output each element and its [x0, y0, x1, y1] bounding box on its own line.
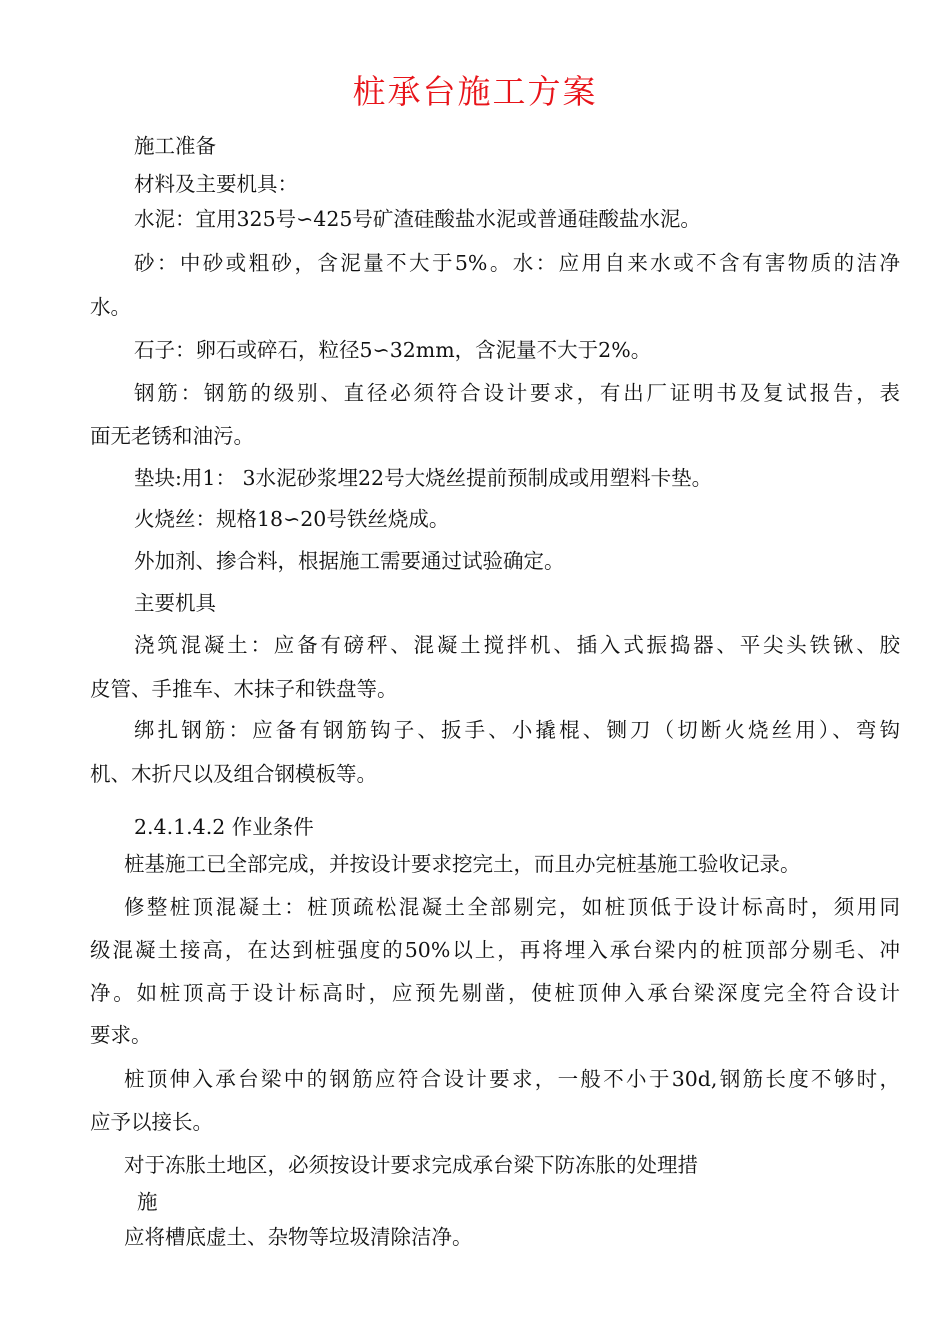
text-line: 净。如桩顶高于设计标高时，应预先剔凿，使桩顶伸入承台梁深度完全符合设计 [90, 981, 900, 1005]
text-line: 施 [137, 1190, 158, 1214]
text-line: 面无老锈和油污。 [90, 424, 254, 448]
text-line: 浇筑混凝土：应备有磅秤、混凝土搅拌机、插入式振捣器、平尖头铁锹、胶 [134, 633, 900, 657]
text-line: 施工准备 [134, 134, 216, 158]
text-line: 主要机具 [134, 591, 216, 615]
text-line: 级混凝土接高，在达到桩强度的50%以上，再将埋入承台梁内的桩顶部分剔毛、冲 [90, 938, 900, 962]
text-line: 材料及主要机具： [134, 172, 298, 196]
text-line: 皮管、手推车、木抹子和铁盘等。 [90, 677, 398, 701]
document-title: 桩承台施工方案 [352, 72, 598, 111]
text-line: 砂：中砂或粗砂，含泥量不大于5%。水：应用自来水或不含有害物质的洁净 [134, 251, 900, 275]
text-line: 水。 [90, 295, 131, 319]
text-line: 应予以接长。 [90, 1110, 213, 1134]
text-line: 机、木折尺以及组合钢模板等。 [90, 762, 377, 786]
text-line: 石子：卵石或碎石，粒径5∽32mm，含泥量不大于2%。 [134, 338, 652, 362]
text-line: 2.4.1.4.2 作业条件 [134, 815, 314, 839]
text-line: 火烧丝：规格18∽20号铁丝烧成。 [134, 507, 450, 531]
text-line: 垫块:用1： 3水泥砂浆埋22号大烧丝提前预制成或用塑料卡垫。 [134, 466, 713, 490]
text-line: 钢筋：钢筋的级别、直径必须符合设计要求，有出厂证明书及复试报告，表 [134, 381, 900, 405]
text-line: 外加剂、掺合料，根据施工需要通过试验确定。 [134, 549, 565, 573]
text-line: 水泥：宜用325号∽425号矿渣硅酸盐水泥或普通硅酸盐水泥。 [134, 207, 701, 231]
text-line: 修整桩顶混凝土：桩顶疏松混凝土全部剔完，如桩顶低于设计标高时，须用同 [124, 895, 900, 919]
text-line: 对于冻胀土地区，必须按设计要求完成承台梁下防冻胀的处理措 [124, 1153, 698, 1177]
text-line: 应将槽底虚土、杂物等垃圾清除洁净。 [124, 1225, 473, 1249]
text-line: 桩基施工已全部完成，并按设计要求挖完土，而且办完桩基施工验收记录。 [124, 852, 801, 876]
text-line: 绑扎钢筋：应备有钢筋钩子、扳手、小撬棍、铡刀（切断火烧丝用）、弯钩 [134, 718, 900, 742]
text-line: 要求。 [90, 1023, 152, 1047]
text-line: 桩顶伸入承台梁中的钢筋应符合设计要求，一般不小于30d,钢筋长度不够时， [124, 1067, 900, 1091]
